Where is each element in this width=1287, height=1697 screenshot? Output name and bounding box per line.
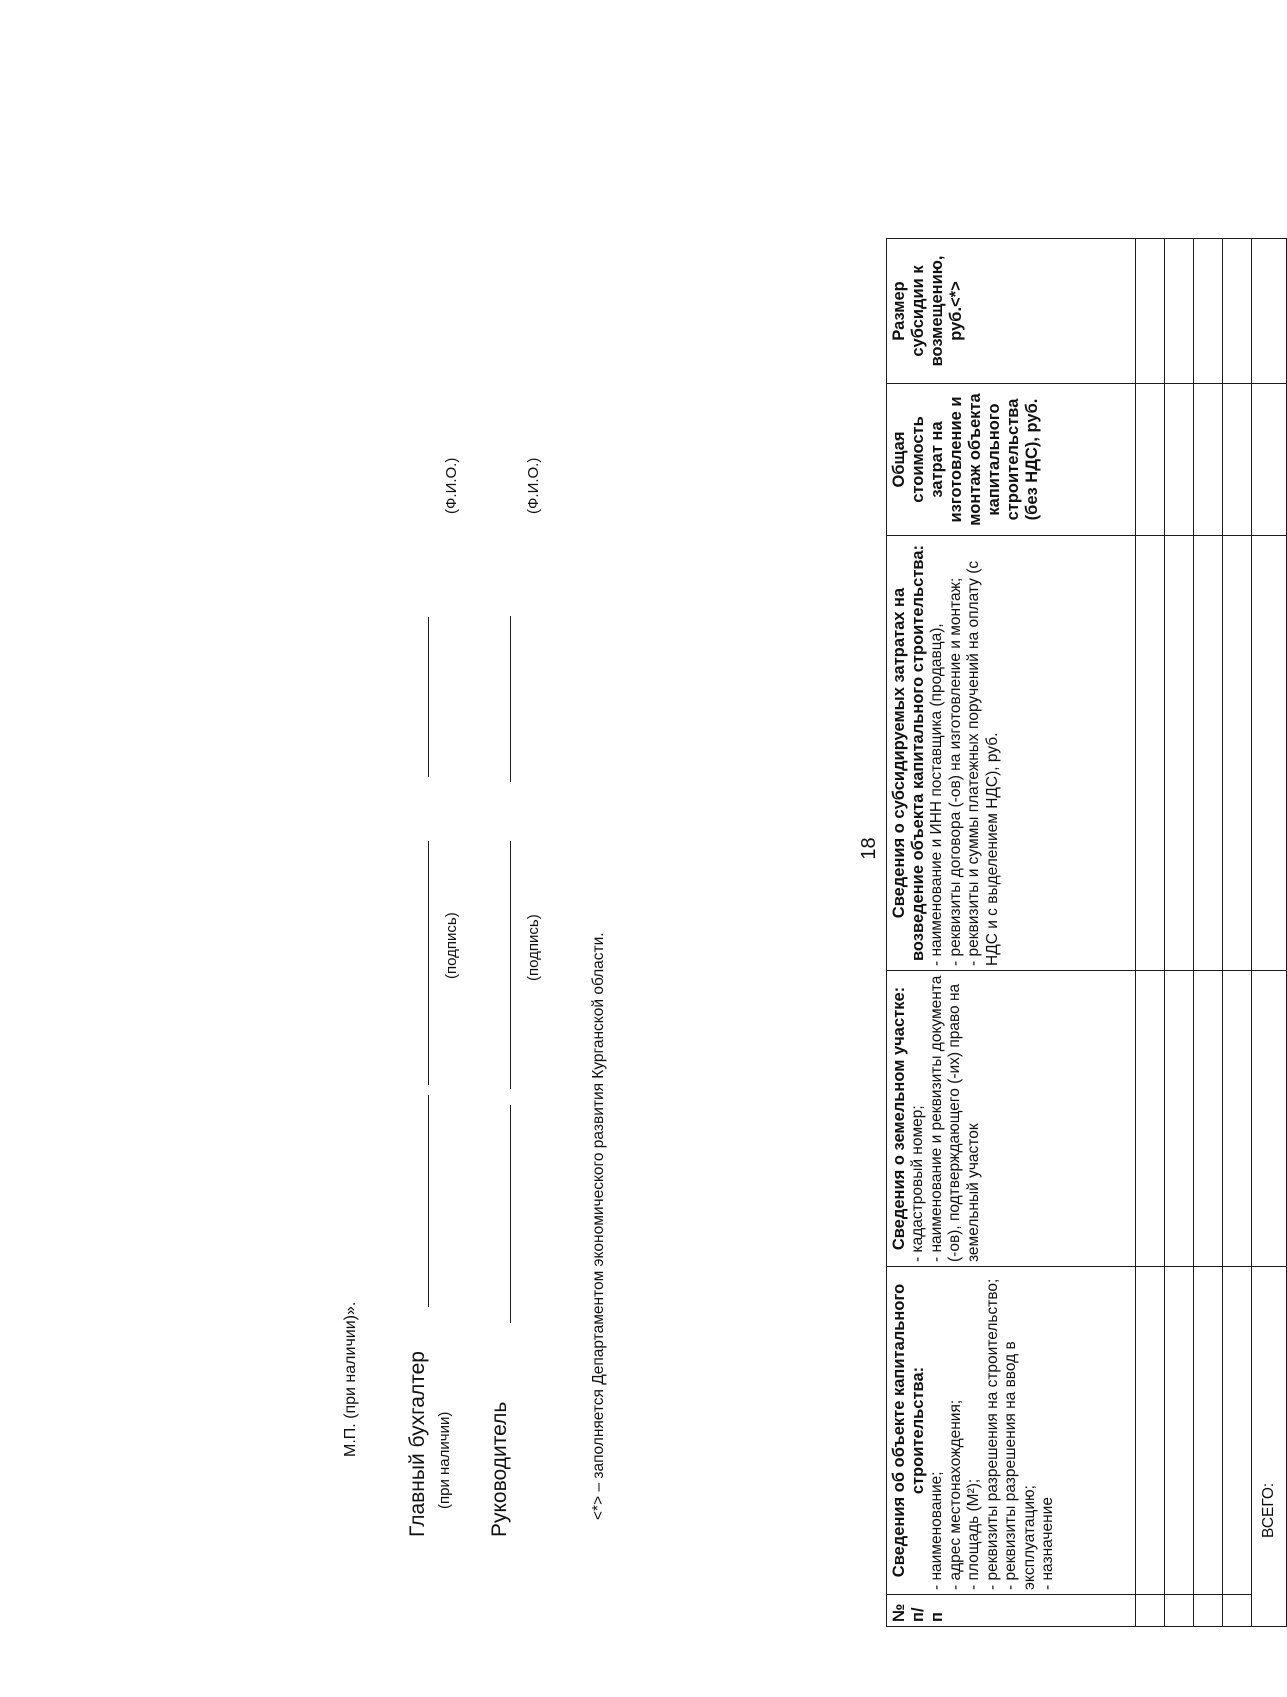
accountant-position-line xyxy=(428,1095,429,1307)
table-cell xyxy=(1194,1267,1223,1595)
header-costs-info xyxy=(887,536,1136,971)
header-costs-item: - реквизиты и суммы платежных поручений на оплату (с НДС и с выделением НДС), руб. xyxy=(965,560,1001,966)
table-body xyxy=(1136,239,1252,1627)
header-costs-title: Сведения о субсидируемых затратах на возведение объекта капитального строительства: xyxy=(890,544,927,962)
table-cell xyxy=(1136,536,1165,971)
header-land-item: - кадастровый номер; xyxy=(909,1105,926,1262)
header-total-cost xyxy=(887,384,1136,536)
table-cell xyxy=(1223,536,1252,971)
table-cell xyxy=(1136,1267,1165,1595)
table-cell xyxy=(1165,971,1194,1267)
total-label: ВСЕГО: xyxy=(1252,1267,1287,1627)
table-cell xyxy=(1136,1595,1165,1627)
head-name-caption: (Ф.И.О.) xyxy=(525,457,542,514)
table-row xyxy=(1165,239,1194,1627)
table-cell xyxy=(1165,384,1194,536)
header-number-label: № п/п xyxy=(890,1603,946,1622)
header-number xyxy=(887,1595,1136,1627)
table-cell xyxy=(1165,536,1194,971)
head-position-line xyxy=(510,1105,511,1323)
table-total-row xyxy=(1252,239,1287,1627)
table-cell xyxy=(1194,971,1223,1267)
table-cell xyxy=(1223,971,1252,1267)
table-cell xyxy=(1223,1595,1252,1627)
header-costs-item: - реквизиты договора (-ов) на изготовление и монтаж; xyxy=(946,577,964,966)
accountant-subtitle: (при наличии) xyxy=(436,1411,453,1509)
header-object-item: - адрес местонахождения; xyxy=(946,1399,964,1590)
header-object-title: Сведения об объекте капитального строительства: xyxy=(890,1283,927,1578)
table-cell xyxy=(1194,1595,1223,1627)
table-cell xyxy=(1194,536,1223,971)
head-signature-caption: (подпись) xyxy=(525,914,542,981)
table-cell xyxy=(1136,971,1165,1267)
subsidy-costs-table xyxy=(886,238,1287,1627)
accountant-name-line xyxy=(428,617,429,777)
stamp-placeholder: М.П. (при наличии)». xyxy=(342,1301,359,1457)
table-cell xyxy=(1252,239,1287,384)
table-cell xyxy=(1223,239,1252,384)
header-subsidy-label: Размер субсидии к возмещению, руб.<*> xyxy=(890,255,965,367)
head-name-line xyxy=(510,616,511,782)
table-cell xyxy=(1223,1267,1252,1595)
footnote: <*> – заполняется Департаментом экономического развития Курганской области. xyxy=(590,932,607,1520)
accountant-name-caption: (Ф.И.О.) xyxy=(443,457,460,514)
head-signature-line xyxy=(510,841,511,1089)
accountant-signature-caption: (подпись) xyxy=(443,912,460,979)
accountant-title: Главный бухгалтер xyxy=(406,1351,429,1537)
table-cell xyxy=(1252,536,1287,971)
header-object-item: - назначение xyxy=(1039,1497,1056,1590)
table-row xyxy=(1223,239,1252,1627)
table-cell xyxy=(1165,239,1194,384)
table-cell xyxy=(1223,384,1252,536)
table-header-row xyxy=(887,239,1136,1627)
header-object-item: - площадь (М²); xyxy=(965,1478,982,1590)
table-cell xyxy=(1252,971,1287,1267)
header-object-item: - реквизиты разрешения на строительство; xyxy=(983,1278,1001,1590)
table-cell xyxy=(1136,239,1165,384)
header-land-item: - наименование и реквизиты документа (-ов), подтверждающего (-их) право на земельный участок xyxy=(927,975,982,1262)
header-subsidy-amount xyxy=(887,239,1136,384)
header-costs-item: - наименование и ИНН поставщика (продавца), xyxy=(928,623,945,966)
accountant-signature-line xyxy=(428,841,429,1085)
table-cell xyxy=(1165,1267,1194,1595)
header-object-info xyxy=(887,1267,1136,1595)
table-row xyxy=(1136,239,1165,1627)
table-cell xyxy=(1194,239,1223,384)
header-land-info xyxy=(887,971,1136,1267)
table-cell xyxy=(1165,1595,1194,1627)
table-row xyxy=(1194,239,1223,1627)
table-cell xyxy=(1252,384,1287,536)
table-cell xyxy=(1136,384,1165,536)
table-cell xyxy=(1194,384,1223,536)
header-total-cost-label: Общая стоимость затрат на изготовление и монтаж объекта капитального строительства (без НДС), руб. xyxy=(890,393,1041,526)
header-land-title: Сведения о земельном участке: xyxy=(890,986,908,1251)
header-object-item: - реквизиты разрешения на ввод в эксплуатацию; xyxy=(1002,1341,1038,1590)
header-object-item: - наименование; xyxy=(928,1471,945,1590)
page-number: 18 xyxy=(858,837,880,860)
head-title: Руководитель xyxy=(488,1401,511,1537)
